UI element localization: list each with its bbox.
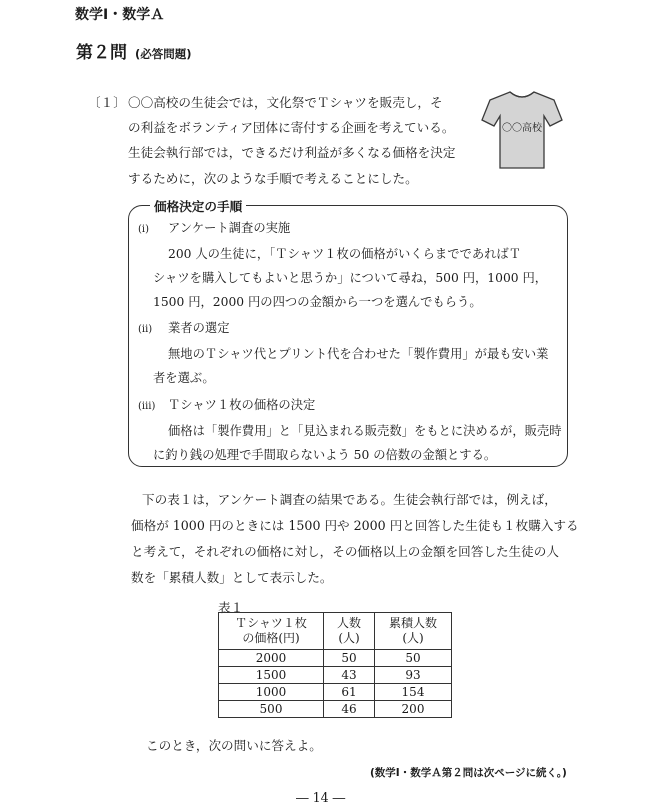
tshirt-illustration bbox=[480, 88, 564, 172]
header-line: の価格(円) bbox=[242, 631, 300, 645]
step-title: Ｔシャツ１枚の価格の決定 bbox=[168, 398, 316, 412]
header-cell bbox=[375, 613, 452, 650]
header-line: 累積人数 bbox=[388, 616, 437, 630]
table-cell: 50 bbox=[324, 650, 375, 667]
table-cell: 50 bbox=[375, 650, 452, 667]
table-row bbox=[219, 667, 452, 684]
header-cell bbox=[219, 613, 324, 650]
table-cell: 93 bbox=[375, 667, 452, 684]
table-cell: 1500 bbox=[219, 667, 324, 684]
explanation-line: 価格が 1000 円のときには 1500 円や 2000 円と回答した生徒も１枚購入する bbox=[131, 518, 579, 533]
intro-line: 生徒会執行部では，できるだけ利益が多くなる価格を決定 bbox=[128, 145, 456, 161]
step-line: 1500 円，2000 円の四つの金額から一つを選んでもらう。 bbox=[153, 295, 482, 309]
step-line: 価格は「製作費用」と「見込まれる販売数」をもとに決めるが，販売時 bbox=[168, 424, 562, 438]
explanation-line: 数を「累積人数」として表示した。 bbox=[131, 570, 333, 585]
header-line: Ｔシャツ１枚 bbox=[235, 616, 307, 630]
table-cell: 500 bbox=[219, 701, 324, 718]
continued-note: (数学Ⅰ・数学Ａ第２問は次ページに続く。) bbox=[370, 767, 567, 779]
part-label: 〔１〕 bbox=[88, 95, 126, 110]
question-number: 第２問 bbox=[76, 43, 127, 63]
survey-table bbox=[218, 612, 452, 718]
explanation-line: と考えて，それぞれの価格に対し，その価格以上の金額を回答した生徒の人 bbox=[131, 544, 559, 559]
header-line: (人) bbox=[338, 631, 360, 645]
required-note: (必答問題) bbox=[135, 47, 192, 61]
table-cell: 2000 bbox=[219, 650, 324, 667]
step-line: に釣り銭の処理で手間取らないよう 50 の倍数の金額とする。 bbox=[153, 448, 497, 462]
step-mark: (ⅱ) bbox=[138, 324, 153, 335]
table-row bbox=[219, 650, 452, 667]
procedure-step bbox=[138, 393, 562, 467]
tshirt-text: 〇〇高校 bbox=[502, 123, 542, 134]
table-cell: 61 bbox=[324, 684, 375, 701]
step-line: 者を選ぶ。 bbox=[153, 371, 215, 385]
procedure-title: 価格決定の手順 bbox=[150, 196, 246, 215]
step-title: アンケート調査の実施 bbox=[168, 221, 291, 235]
intro-paragraph bbox=[88, 90, 455, 191]
table-caption: 表１ bbox=[218, 600, 244, 615]
exam-header: 数学Ⅰ・数学Ａ bbox=[75, 7, 165, 23]
header-line: (人) bbox=[402, 631, 424, 645]
intro-line: するために，次のような手順で考えることにした。 bbox=[128, 170, 418, 186]
table-row bbox=[219, 701, 452, 718]
step-title: 業者の選定 bbox=[168, 321, 230, 335]
page-number: ― 14 ― bbox=[296, 790, 346, 805]
explanation-paragraph bbox=[131, 487, 579, 591]
intro-line: の利益をボランティア団体に寄付する企画を考えている。 bbox=[128, 120, 455, 136]
table-cell: 200 bbox=[375, 701, 452, 718]
intro-line: 〇〇高校の生徒会では，文化祭でＴシャツを販売し，そ bbox=[128, 95, 443, 110]
step-line: 無地のＴシャツ代とプリント代を合わせた「製作費用」が最も安い業 bbox=[168, 347, 549, 361]
question-title bbox=[76, 38, 192, 63]
step-line: シャツを購入してもよいと思うか」について尋ね，500 円，1000 円， bbox=[153, 271, 548, 285]
header-line: 人数 bbox=[336, 616, 361, 630]
step-mark: (ⅰ) bbox=[138, 224, 150, 235]
table-cell: 43 bbox=[324, 667, 375, 684]
procedure-step bbox=[138, 216, 547, 314]
question-prompt: このとき，次の問いに答えよ。 bbox=[146, 738, 322, 753]
table-header-row bbox=[219, 613, 452, 650]
header-cell bbox=[324, 613, 375, 650]
procedure-step bbox=[138, 316, 548, 390]
table-cell: 46 bbox=[324, 701, 375, 718]
step-line: 200 人の生徒に，「Ｔシャツ１枚の価格がいくらまでであればＴ bbox=[168, 247, 522, 261]
step-mark: (ⅲ) bbox=[138, 401, 156, 412]
explanation-line: 下の表１は，アンケート調査の結果である。生徒会執行部では，例えば， bbox=[142, 492, 557, 507]
table-row bbox=[219, 684, 452, 701]
table-cell: 1000 bbox=[219, 684, 324, 701]
table-cell: 154 bbox=[375, 684, 452, 701]
